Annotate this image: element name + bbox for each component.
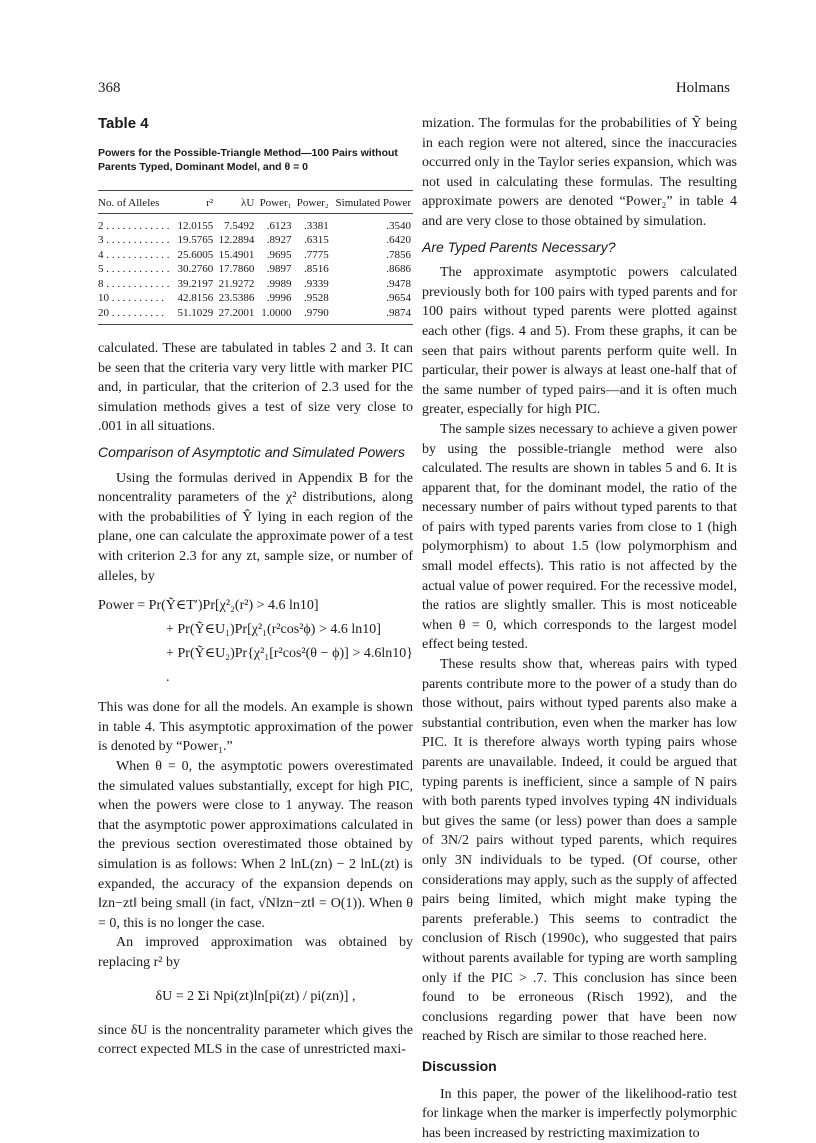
col-header-lambda: λU xyxy=(215,190,256,213)
cell: 12.2894 xyxy=(215,233,256,248)
cell: .9528 xyxy=(294,291,331,306)
paragraph: Using the formulas derived in Appendix B for the noncentrality parameters of the χ² distributions, along with the probabilities of Ŷ lying in each region of the plane, one can calculate the approximate power of a test with criterion 2.3 for any zt, sample size, or number of alleles, by xyxy=(98,469,413,587)
discussion-heading: Discussion xyxy=(422,1057,737,1077)
cell: 30.2760 xyxy=(174,262,215,277)
cell: 12.0155 xyxy=(174,213,215,233)
col-header-simulated: Simulated Power xyxy=(331,190,413,213)
cell: 20 . . . . . . . . . . xyxy=(98,306,174,325)
table-row xyxy=(98,306,413,325)
paragraph: The approximate asymptotic powers calculated previously both for 100 pairs with typed parents and for 100 pairs without typed parents were plotted against each other (figs. 4 and 5). From these graphs, it can be seen that pairs without parents perform quite well. In particular, their power is always at least one-half that of the same number of typed pairs—and it is often much greater, especially for high PIC. xyxy=(422,263,737,420)
cell: 23.5386 xyxy=(215,291,256,306)
equation-line: + Pr(Ỹ∈U₁)Pr[χ²₁(r²cos²ϕ) > 4.6 ln10] xyxy=(98,618,413,642)
cell: .9996 xyxy=(256,291,293,306)
right-column xyxy=(422,114,737,1143)
cell: .9790 xyxy=(294,306,331,325)
paragraph: In this paper, the power of the likelihood-ratio test for linkage when the marker is imperfectly polymorphic has been increased by restricting maximization to xyxy=(422,1085,737,1143)
table-row xyxy=(98,262,413,277)
cell: 7.5492 xyxy=(215,213,256,233)
cell: .9874 xyxy=(331,306,413,325)
col-header-r2: r² xyxy=(174,190,215,213)
cell: .6420 xyxy=(331,233,413,248)
paragraph: An improved approximation was obtained by replacing r² by xyxy=(98,933,413,972)
noncentrality-equation: δU = 2 Σi Npi(zt)ln[pi(zt) / pi(zn)] , xyxy=(98,985,413,1009)
power-equation xyxy=(98,594,413,690)
table-row xyxy=(98,248,413,263)
running-head: Holmans xyxy=(676,80,730,97)
cell: .9339 xyxy=(294,277,331,292)
cell: 8 . . . . . . . . . . . . xyxy=(98,277,174,292)
cell: 27.2001 xyxy=(215,306,256,325)
col-header-power1: Power₁ xyxy=(256,190,293,213)
cell: 4 . . . . . . . . . . . . xyxy=(98,248,174,263)
cell: .9989 xyxy=(256,277,293,292)
equation-line: + Pr(Ỹ∈U₂)Pr{χ²₁[r²cos²(θ − ϕ)] > 4.6ln10} . xyxy=(98,642,413,690)
paragraph: When θ = 0, the asymptotic powers overestimated the simulated values substantially, except for high PIC, when the powers were close to 1 anyway. The reason that the asymptotic power approximations calculated in the previous section overestimated those obtained by simulation is as follows: When 2 lnL(zn) − 2 lnL(zt) is expanded, the accuracy of the expansion depends on ‖zn−zt‖ being small (in fact, √N‖zn−zt‖ = O(1)). When θ = 0, this is no longer the case. xyxy=(98,757,413,933)
power-table xyxy=(98,190,413,326)
page-number: 368 xyxy=(98,80,121,97)
cell: 42.8156 xyxy=(174,291,215,306)
left-column xyxy=(98,114,413,1060)
cell: .8686 xyxy=(331,262,413,277)
cell: .3540 xyxy=(331,213,413,233)
cell: 21.9272 xyxy=(215,277,256,292)
cell: .9478 xyxy=(331,277,413,292)
cell: .9654 xyxy=(331,291,413,306)
cell: 17.7860 xyxy=(215,262,256,277)
cell: .6123 xyxy=(256,213,293,233)
col-header-power2: Power₂ xyxy=(294,190,331,213)
cell: .8516 xyxy=(294,262,331,277)
table-caption: Powers for the Possible-Triangle Method—100 Pairs without Parents Typed, Dominant Model, and θ = 0 xyxy=(98,146,413,174)
table-row xyxy=(98,277,413,292)
cell: 25.6005 xyxy=(174,248,215,263)
cell: 39.2197 xyxy=(174,277,215,292)
paragraph: These results show that, whereas pairs with typed parents contribute more to the power of a study than do those without, pairs without typed parents also make a substantial contribution, even when the marker has low PIC. It is therefore always worth typing pairs whose parents are unavailable. Indeed, it could be argued that typing parents is inefficient, since a sample of N pairs with both parents typed involves typing 4N individuals but gives the same (or less) power than does a sample of 3N/2 pairs without typed parents, which requires only 3N individuals to be typed. (Of course, other considerations may apply, such as the supply of affected pairs being limited, which might make typing the parents preferable.) This seems to contradict the conclusion of Risch (1990c), who suggested that pairs without parents available for typing are worth sampling only if the PIC > .7. This conclusion has since been found to be erroneous (Risch 1992), and the conclusions regarding power that have been now reached by Risch are similar to those reached here. xyxy=(422,655,737,1047)
cell: .9695 xyxy=(256,248,293,263)
paragraph: calculated. These are tabulated in tables 2 and 3. It can be seen that the criteria vary very little with marker PIC and, in particular, that the criterion of 2.3 used for the simulation methods gives a test of size very close to .001 in all situations. xyxy=(98,339,413,437)
cell: 1.0000 xyxy=(256,306,293,325)
cell: 10 . . . . . . . . . . xyxy=(98,291,174,306)
table-row xyxy=(98,213,413,233)
table-row xyxy=(98,291,413,306)
col-header-alleles: No. of Alleles xyxy=(98,190,174,213)
cell: .8927 xyxy=(256,233,293,248)
cell: .7856 xyxy=(331,248,413,263)
cell: 2 . . . . . . . . . . . . xyxy=(98,213,174,233)
table-label: Table 4 xyxy=(98,114,413,134)
cell: .9897 xyxy=(256,262,293,277)
cell: 15.4901 xyxy=(215,248,256,263)
cell: 5 . . . . . . . . . . . . xyxy=(98,262,174,277)
cell: .3381 xyxy=(294,213,331,233)
section-heading: Are Typed Parents Necessary? xyxy=(422,238,737,258)
table-row xyxy=(98,233,413,248)
cell: .6315 xyxy=(294,233,331,248)
cell: 3 . . . . . . . . . . . . xyxy=(98,233,174,248)
paragraph: mization. The formulas for the probabilities of Ỹ being in each region were not altered, since the inaccuracies occurred only in the Taylor series expansion, which was not used in calculating these formulas. The resulting approximate powers are denoted “Power₂” in table 4 and are very close to those obtained by simulation. xyxy=(422,114,737,232)
paragraph: The sample sizes necessary to achieve a given power by using the possible-triangle method were also calculated. The results are shown in tables 5 and 6. It is apparent that, for the dominant model, the ratio of the necessary number of pairs without typed parents to that of pairs with typed parents varies from close to 1 (high polymorphism) to about 1.5 (low polymorphism and small model effects). This ratio is not affected by the actual value of power required. For the recessive model, the ratios are slightly smaller. This is most noticeable when θ = 0, which corresponds to the largest model effect being tested. xyxy=(422,420,737,655)
paragraph: This was done for all the models. An example is shown in table 4. This asymptotic approximation of the power is denoted by “Power₁.” xyxy=(98,698,413,757)
equation-line: Power = Pr(Ỹ∈T′)Pr[χ²₂(r²) > 4.6 ln10] xyxy=(98,594,413,618)
cell: 51.1029 xyxy=(174,306,215,325)
section-heading: Comparison of Asymptotic and Simulated Powers xyxy=(98,443,413,463)
cell: 19.5765 xyxy=(174,233,215,248)
paragraph: since δU is the noncentrality parameter which gives the correct expected MLS in the case of unrestricted maxi- xyxy=(98,1021,413,1060)
cell: .7775 xyxy=(294,248,331,263)
